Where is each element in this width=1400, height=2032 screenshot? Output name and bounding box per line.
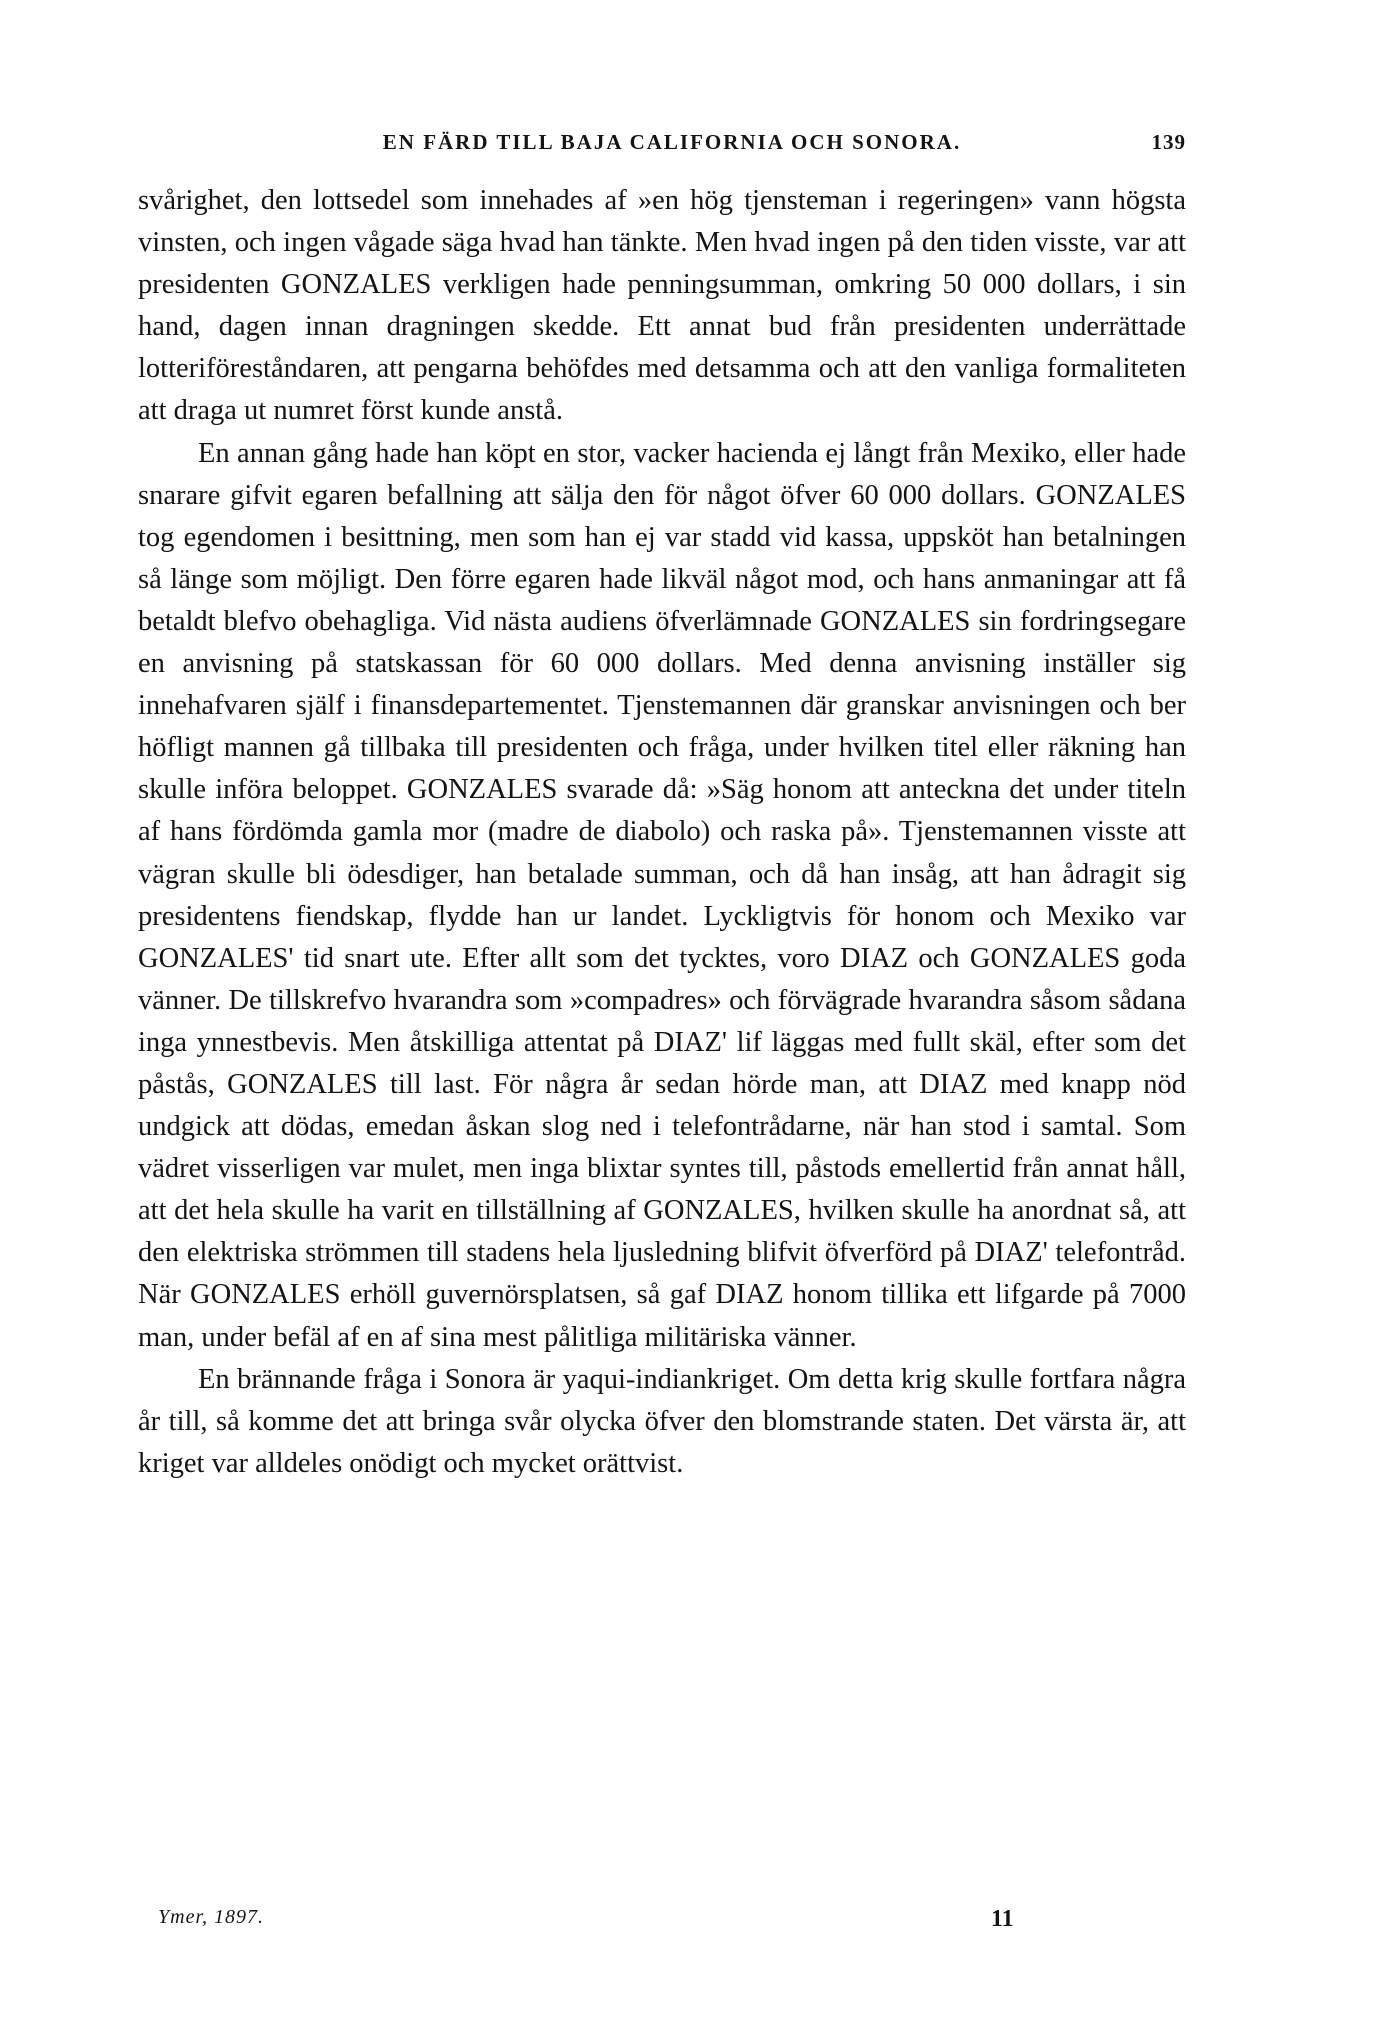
running-title: EN FÄRD TILL BAJA CALIFORNIA OCH SONORA. xyxy=(382,130,962,154)
paragraph-2: En annan gång hade han köpt en stor, vacker hacienda ej långt från Mexiko, eller hade snarare gifvit egaren befallning att sälja den för något öfver 60 000 dollars. GONZALES tog egendomen i besittning, men som han ej var stadd vid kassa, uppsköt han betalningen så länge som möjligt. Den förre egaren hade likväl något mod, och hans anmaningar att få betaldt blefvo obehagliga. Vid nästa audiens öfverlämnade GONZALES sin fordringsegare en anvisning på statskassan för 60 000 dollars. Med denna anvisning inställer sig innehafvaren själf i finansdepartementet. Tjenstemannen där granskar anvisningen och ber höfligt mannen gå tillbaka till presidenten och fråga, under hvilken titel eller räkning han skulle införa beloppet. GONZALES svarade då: »Säg honom att anteckna det under titeln af hans fördömda gamla mor (madre de diabolo) och raska på». Tjenstemannen visste att vägran skulle bli ödesdiger, han betalade summan, och då han insåg, att han ådragit sig presidentens fiendskap, flydde han ur landet. Lyckligtvis för honom och Mexiko var GONZALES' tid snart ute. Efter allt som det tycktes, voro DIAZ och GONZALES goda vänner. De tillskrefvo hvarandra som »compadres» och förvägrade hvarandra såsom sådana inga ynnestbevis. Men åtskilliga attentat på DIAZ' lif läggas med fullt skäl, efter som det påstås, GONZALES till last. För några år sedan hörde man, att DIAZ med knapp nöd undgick att dödas, emedan åskan slog ned i telefontrådarne, när han stod i samtal. Som vädret visserligen var mulet, men inga blixtar syntes till, påstods emellertid från annat håll, att det hela skulle ha varit en tillställning af GONZALES, hvilken skulle ha anordnat så, att den elektriska strömmen till stadens hela ljusledning blifvit öfverförd på DIAZ' telefontråd. När GONZALES erhöll guvernörsplatsen, så gaf DIAZ honom tillika ett lifgarde på 7000 man, under befäl af en af sina mest pålitliga militäriska vänner. xyxy=(138,437,1186,1353)
page-number: 139 xyxy=(1151,130,1186,154)
signature-mark: 11 xyxy=(991,1906,1014,1932)
body-text xyxy=(138,180,1186,1485)
document-page xyxy=(138,130,1186,1932)
journal-reference: Ymer, 1897. xyxy=(158,1906,265,1928)
paragraph-3: En brännande fråga i Sonora är yaqui-indiankriget. Om detta krig skulle fortfara några år till, så komme det att bringa svår olycka öfver den blomstrande staten. Det värsta är, att kriget var alldeles onödigt och mycket orättvist. xyxy=(138,1363,1186,1479)
running-header xyxy=(138,130,1186,170)
paragraph-1: svårighet, den lottsedel som innehades af »en hög tjensteman i regeringen» vann högsta vinsten, och ingen vågade säga hvad han tänkte. Men hvad ingen på den tiden visste, var att presidenten GONZALES verkligen hade penningsumman, omkring 50 000 dollars, i sin hand, dagen innan dragningen skedde. Ett annat bud från presidenten underrättade lotteriföreståndaren, att pengarna behöfdes med detsamma och att den vanliga formaliteten att draga ut numret först kunde anstå. xyxy=(138,185,1186,427)
